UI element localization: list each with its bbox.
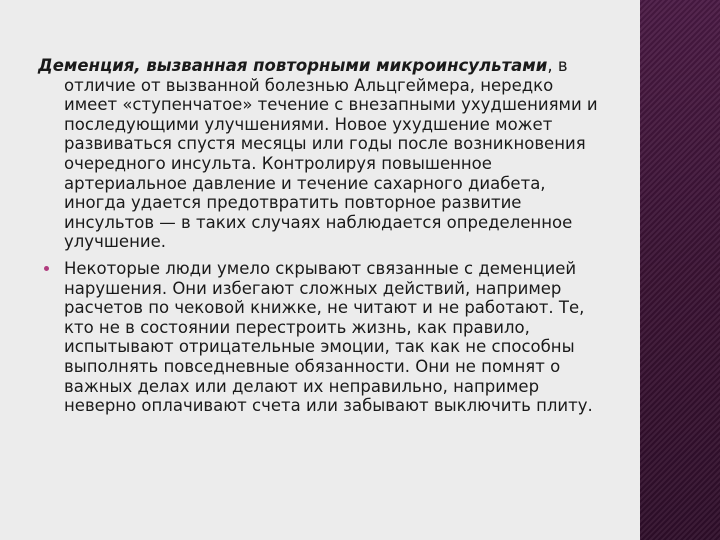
decorative-side-panel (640, 0, 720, 540)
bullet-dot-icon (44, 266, 49, 271)
bullet-item-concealment (38, 259, 608, 416)
bullet-text: Некоторые люди умело скрывают связанные с деменцией нарушения. Они избегают сложных действий, например расчетов по чековой книжке, не читают и не работают. Те, кто не в состоянии перестроить жизнь, как правило, испытывают отрицательные эмоции, так как не способны выполнять повседневные обязанности. Они не помнят о важных делах или делают их неправильно, например неверно оплачивают счета или забывают выключить плиту. (64, 258, 593, 416)
paragraph-lead: Деменция, вызванная повторными микроинсультами (38, 56, 548, 75)
paragraph-text: , в отличие от вызванной болезнью Альцгеймера, нередко имеет «ступенчатое» течение с внезапными ухудшениями и последующими улучшениями. Новое ухудшение может развиваться спустя месяцы или годы после возникновения очередного инсульта. Контролируя повышенное артериальное давление и течение сахарного диабета, иногда удается предотвратить повторное развитие инсультов — в таких случаях наблюдается определенное улучшение. (64, 56, 598, 252)
paragraph-dementia-microstrokes (38, 56, 608, 252)
slide-content (38, 56, 608, 416)
